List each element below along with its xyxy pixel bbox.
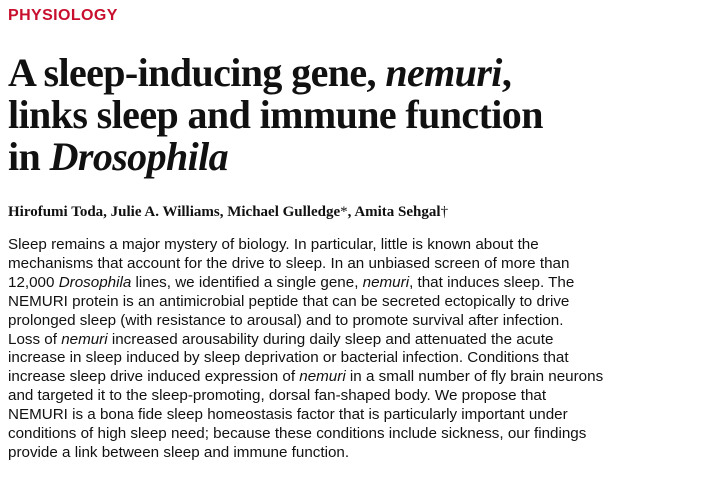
abstract-text: 12,000	[8, 273, 59, 291]
author-footnote-mark: †	[440, 204, 449, 220]
title-organism: Drosophila	[49, 134, 229, 179]
abstract-text: Loss of	[8, 330, 62, 348]
article-header	[8, 6, 696, 463]
abstract-line	[8, 274, 696, 293]
abstract-italic: nemuri	[362, 273, 410, 291]
abstract-text: in a small number of fly brain neurons	[345, 368, 604, 386]
title-line-2: links sleep and immune function	[8, 92, 543, 137]
abstract-italic: nemuri	[299, 368, 346, 386]
title-gene-name: nemuri	[385, 50, 502, 95]
abstract-italic: nemuri	[61, 330, 108, 348]
abstract-line: NEMURI is a bona fide sleep homeostasis factor that is particularly important under	[8, 406, 568, 424]
title-text: A sleep-inducing gene,	[8, 50, 386, 95]
author-footnote-mark: *	[340, 204, 348, 220]
title-line-3	[8, 136, 696, 178]
author: Julie A. Williams,	[110, 204, 228, 220]
title-text: in	[8, 134, 50, 179]
abstract-text: , that induces sleep. The	[409, 273, 575, 291]
abstract-text: increase sleep drive induced expression of	[8, 368, 300, 386]
abstract-line: increase in sleep induced by sleep deprivation or bacterial infection. Conditions that	[8, 349, 569, 367]
abstract	[8, 236, 696, 463]
abstract-line: and targeted it to the sleep-promoting, dorsal fan-shaped body. We propose that	[8, 387, 547, 405]
title-line-1	[8, 52, 696, 94]
abstract-line	[8, 368, 696, 387]
abstract-line: prolonged sleep (with resistance to arousal) and to promote survival after infection.	[8, 311, 564, 329]
abstract-text: lines, we identified a single gene,	[131, 273, 363, 291]
title-text: ,	[501, 50, 512, 95]
abstract-italic: Drosophila	[58, 273, 132, 291]
author: , Amita Sehgal	[347, 204, 441, 220]
abstract-line: provide a link between sleep and immune function.	[8, 443, 350, 461]
author-list	[8, 202, 696, 222]
abstract-line: NEMURI protein is an antimicrobial peptide that can be secreted ectopically to drive	[8, 292, 570, 310]
abstract-line: mechanisms that account for the drive to sleep. In an unbiased screen of more than	[8, 254, 570, 272]
abstract-line	[8, 331, 696, 350]
abstract-line: conditions of high sleep need; because these conditions include sickness, our findings	[8, 425, 587, 443]
article-title	[8, 52, 696, 178]
author: Hirofumi Toda,	[8, 204, 111, 220]
abstract-line: Sleep remains a major mystery of biology. In particular, little is known about the	[8, 236, 539, 253]
author: Michael Gulledge	[227, 204, 341, 220]
abstract-text: increased arousability during daily sleep and attenuated the acute	[107, 330, 554, 348]
section-label: PHYSIOLOGY	[8, 7, 118, 24]
